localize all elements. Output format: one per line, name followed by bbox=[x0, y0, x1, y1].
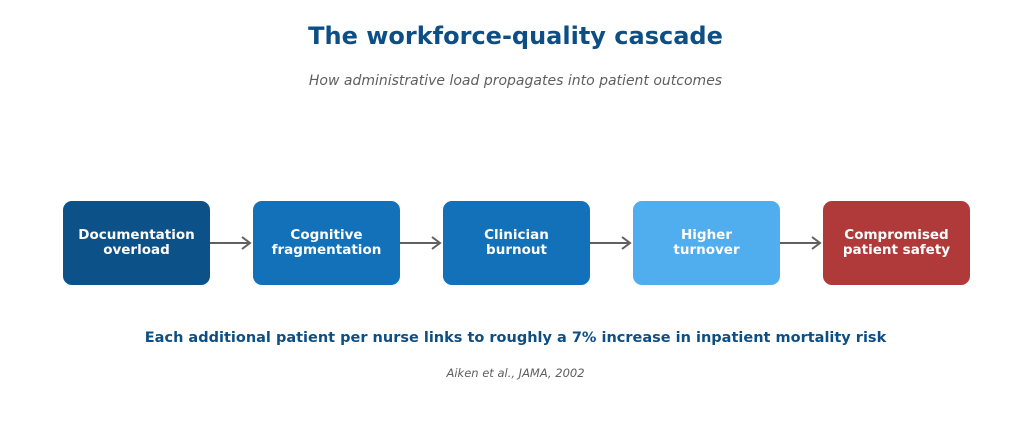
arrow-icon bbox=[209, 233, 253, 253]
arrow-icon bbox=[399, 233, 443, 253]
step-box-cognitive-fragmentation bbox=[253, 201, 400, 285]
diagram-subtitle: How administrative load propagates into patient outcomes bbox=[308, 73, 723, 89]
citation: Aiken et al., JAMA, 2002 bbox=[446, 366, 585, 380]
step-label-line1: Compromised bbox=[844, 227, 949, 243]
step-label-line2: fragmentation bbox=[271, 242, 382, 258]
step-label-line2: patient safety bbox=[842, 242, 951, 258]
step-label-line2: burnout bbox=[486, 242, 547, 258]
key-finding: Each additional patient per nurse links to roughly a 7% increase in inpatient mortality risk bbox=[144, 330, 887, 346]
step-label-line2: turnover bbox=[673, 242, 740, 258]
step-label-line1: Clinician bbox=[484, 227, 549, 243]
step-box-documentation-overload bbox=[63, 201, 210, 285]
step-box-compromised-patient-safety bbox=[823, 201, 970, 285]
arrow-icon bbox=[779, 233, 823, 253]
arrow-icon bbox=[589, 233, 633, 253]
step-label-line1: Cognitive bbox=[290, 227, 363, 243]
step-box-clinician-burnout bbox=[443, 201, 590, 285]
diagram-title: The workforce-quality cascade bbox=[308, 22, 723, 50]
step-label-line2: overload bbox=[103, 242, 170, 258]
step-label-line1: Higher bbox=[680, 227, 732, 243]
step-box-higher-turnover bbox=[633, 201, 780, 285]
step-label-line1: Documentation bbox=[78, 227, 195, 243]
